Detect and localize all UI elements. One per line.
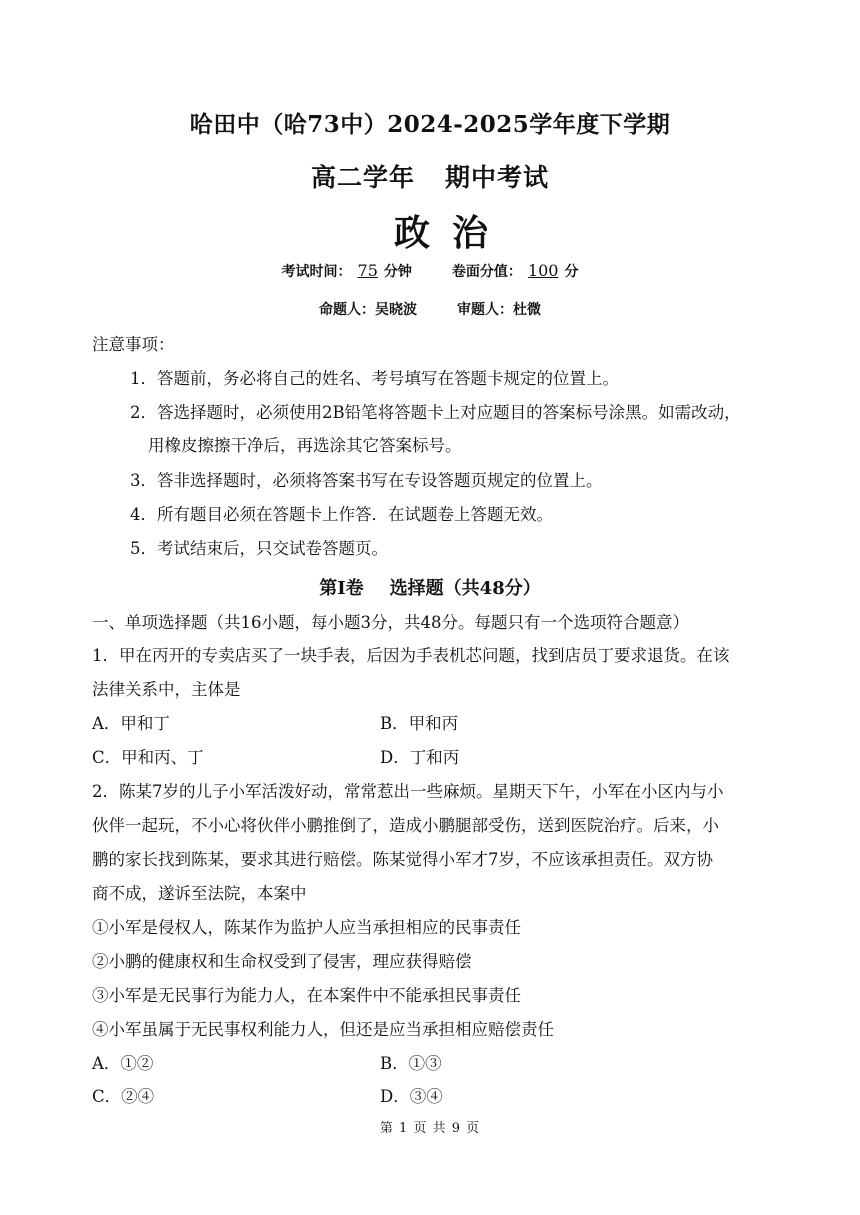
q1-option-a: A．甲和丁 — [92, 714, 170, 733]
score-value: 100 — [527, 261, 559, 280]
time-unit: 分钟 — [383, 264, 412, 280]
time-label: 考试时间： — [281, 264, 352, 280]
note-item: 4．所有题目必须在答题卡上作答．在试题卷上答题无效。 — [130, 505, 553, 524]
q2-option-b: B．①③ — [380, 1054, 442, 1073]
note-item: 3．答非选择题时，必须将答案书写在专设答题页规定的位置上。 — [130, 471, 603, 490]
note-item: 1．答题前，务必将自己的姓名、考号填写在答题卡规定的位置上。 — [130, 369, 619, 388]
grade-label: 高二学年 — [310, 163, 415, 192]
question-2-stem: 2．陈某7岁的儿子小军活泼好动，常常惹出一些麻烦。星期天下午，小军在小区内与小 — [92, 782, 724, 801]
note-item: 2．答选择题时，必须使用2B铅笔将答题卡上对应题目的答案标号涂黑。如需改动， — [130, 403, 741, 422]
exam-title: 哈田中（哈73中）2024-2025学年度下学期 — [189, 111, 671, 138]
q1-option-d: D．丁和丙 — [380, 748, 460, 767]
section-part: 第Ⅰ卷 — [319, 578, 364, 599]
question-2-stem-cont: 鹏的家长找到陈某，要求其进行赔偿。陈某觉得小军才7岁，不应该承担责任。双方协 — [92, 850, 713, 869]
exam-meta-authors — [0, 299, 860, 319]
page-footer: 第 1 页 共 9 页 — [379, 1121, 481, 1136]
q1-option-c: C．甲和丙、丁 — [92, 748, 204, 767]
exam-subtitle — [0, 158, 860, 194]
note-item-continuation: 用橡皮擦擦干净后，再选涂其它答案标号。 — [148, 436, 462, 455]
time-value: 75 — [357, 261, 378, 280]
q1-option-b: B．甲和丙 — [380, 714, 459, 733]
question-2-stem-cont: 伙伴一起玩，不小心将伙伴小鹏推倒了，造成小鹏腿部受伤，送到医院治疗。后来，小 — [92, 816, 719, 835]
reviewer: 审题人：杜微 — [457, 302, 541, 318]
q2-option-c: C．②④ — [92, 1087, 155, 1106]
q2-option-a: A．①② — [92, 1054, 154, 1073]
subject-title: 政治 — [393, 212, 510, 254]
author: 命题人：吴晓波 — [319, 302, 417, 318]
q2-statement-4: ④小军虽属于无民事权利能力人，但还是应当承担相应赔偿责任 — [92, 1020, 554, 1039]
q2-option-d: D．③④ — [380, 1087, 443, 1106]
question-1-stem: 1．甲在丙开的专卖店买了一块手表，后因为手表机芯问题，找到店员丁要求退货。在该 — [92, 646, 730, 665]
exam-meta-time-score — [0, 261, 860, 281]
notes-heading: 注意事项： — [92, 335, 175, 354]
q2-statement-3: ③小军是无民事行为能力人，在本案件中不能承担民事责任 — [92, 986, 521, 1005]
exam-type-label: 期中考试 — [445, 163, 550, 192]
section-name: 选择题（共48分） — [389, 578, 541, 599]
section-title — [0, 574, 860, 600]
note-item: 5．考试结束后，只交试卷答题页。 — [130, 539, 388, 558]
question-1-stem-cont: 法律关系中，主体是 — [92, 680, 241, 699]
score-unit: 分 — [564, 264, 579, 280]
section-instruction: 一、单项选择题（共16小题，每小题3分，共48分。每题只有一个选项符合题意） — [92, 613, 689, 632]
q2-statement-2: ②小鹏的健康权和生命权受到了侵害，理应获得赔偿 — [92, 952, 472, 971]
q2-statement-1: ①小军是侵权人，陈某作为监护人应当承担相应的民事责任 — [92, 918, 521, 937]
score-label: 卷面分值： — [451, 264, 522, 280]
question-2-stem-cont: 商不成，遂诉至法院，本案中 — [92, 884, 307, 903]
